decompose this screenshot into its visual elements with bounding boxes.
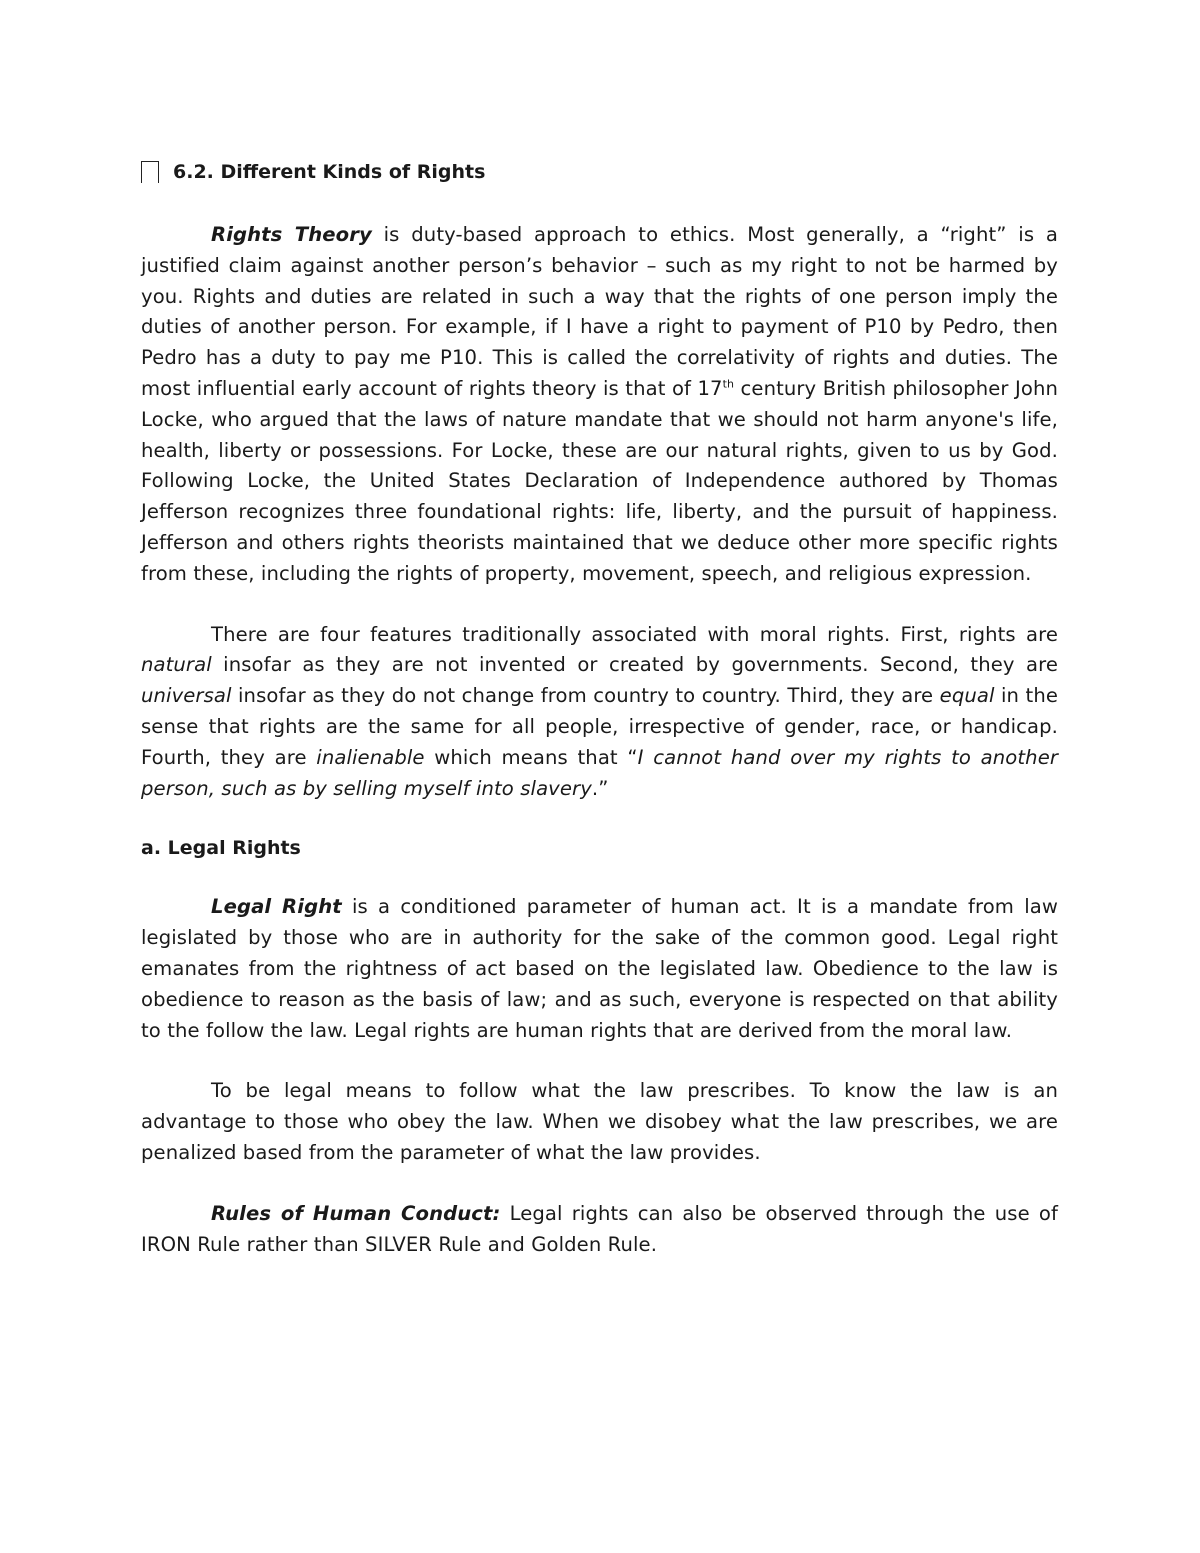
paragraph-text: insofar as they do not change from country to country. Third, they are	[231, 684, 940, 708]
section-heading	[141, 158, 1058, 186]
term-rights-theory: Rights Theory	[211, 223, 372, 246]
section-title: 6.2. Different Kinds of Rights	[173, 161, 486, 183]
term-legal-right: Legal Right	[211, 895, 342, 919]
to-be-legal-paragraph: To be legal means to follow what the law prescribes. To know the law is an advantage to those who obey the law. When we disobey what the law prescribes, we are penalized based from the parameter of what the law provides.	[141, 1079, 1058, 1164]
term-universal: universal	[141, 684, 232, 708]
legal-rights-heading: a. Legal Rights	[141, 837, 301, 860]
paragraph-text: century British philosopher John Locke, who argued that the laws of nature mandate that we should not harm anyone's life, health, liberty or possessions. For Locke, these are our natural rights, given to us by God. Following Locke, the United States Declaration of Independence authored by Thomas Jefferson recognizes three foundational rights: life, liberty, and the pursuit of happiness. Jefferson and others rights theorists maintained that we deduce other more specific rights from these, including the rights of property, movement, speech, and religious expression.	[141, 376, 1058, 585]
checkbox-icon	[141, 161, 159, 183]
paragraph-text: Legal rights can also be observed through the use of IRON Rule rather than SILVER Rule and Golden Rule.	[141, 1201, 1058, 1256]
paragraph-text: insofar as they are not invented or created by governments. Second, they are	[211, 653, 1058, 677]
paragraph-text: is a conditioned parameter of human act. It is a mandate from law legislated by those who are in authority for the sake of the common good. Legal right emanates from the rightness of act based on the legislated law. Obedience to the law is obedience to reason as the basis of law; and as such, everyone is respected on that ability to the follow the law. Legal rights are human rights that are derived from the moral law.	[141, 895, 1058, 1042]
term-inalienable: inalienable	[316, 745, 425, 769]
inalienable-quote: I cannot hand over my rights to another person, such as by selling myself into slavery	[141, 745, 1059, 800]
four-features-paragraph	[141, 620, 1058, 805]
paragraph-text: .”	[591, 776, 609, 800]
legal-right-paragraph	[141, 892, 1058, 1046]
paragraph-text: which means that “	[424, 745, 638, 769]
paragraph-text: There are four features traditionally associated with moral rights. First, rights are	[211, 622, 1058, 646]
rules-of-conduct-paragraph	[141, 1199, 1058, 1261]
paragraph-text: in the sense that rights are the same for all people, irrespective of gender, race, or handicap. Fourth, they are	[141, 684, 1058, 769]
rights-theory-paragraph	[141, 220, 1058, 590]
superscript: th	[722, 377, 735, 391]
term-natural: natural	[141, 653, 212, 677]
page-content	[141, 158, 1058, 1260]
term-equal: equal	[939, 684, 995, 708]
paragraph-text: is duty-based approach to ethics. Most generally, a “right” is a justified claim against another person’s behavior – such as my right to not be harmed by you. Rights and duties are related in such a way that the rights of one person imply the duties of another person. For example, if I have a right to payment of P10 by Pedro, then Pedro has a duty to pay me P10. This is called the correlativity of rights and duties. The most influential early account of rights theory is that of 17	[141, 223, 1058, 400]
term-rules-of-human-conduct: Rules of Human Conduct:	[211, 1201, 501, 1225]
